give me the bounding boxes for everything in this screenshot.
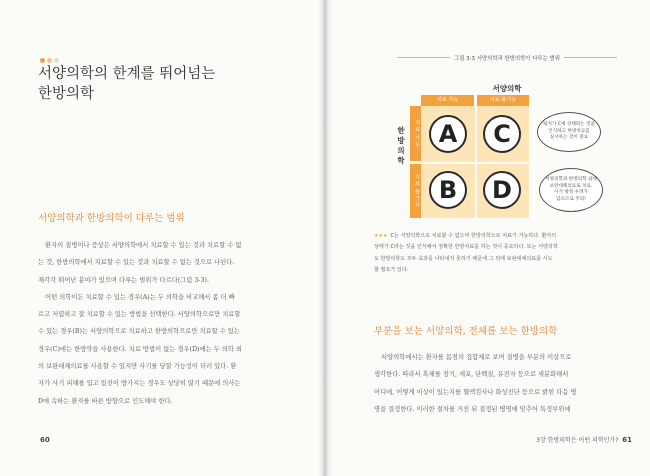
page-number-left: 60 [40,436,50,444]
cell-b: B [429,171,467,209]
figure-note: ★★★ C는 서양의학으로 치료할 수 없으며 한방의학으로 치료가 가능하다. 환자의 상태가 C라는 것을 인식해서 정확한 한방치료를 하는 것이 중요하다. 또는 서양의학 도 한방의학도 모두 효과를 나타내지 못하기 때문에 그 외에 보완대체의료를 시도 할 필요가 있다. [374,233,558,274]
cell-c: C [483,115,521,153]
light-orange-dot-icon [47,58,52,63]
footer [536,435,632,444]
figure-caption: 그림 3-3 서양의학과 한방의학이 다루는 범위 [397,54,617,62]
paragraph-line: 의 보완대체의료를 사용할 수 있지만 사기를 당할 가능성이 더러 있다. 환 [38,363,237,371]
oriental-medicine-label: 한 방 의 학 [397,126,405,165]
title-dots [40,48,61,54]
stars-icon: ★★★ [374,233,388,239]
paragraph-line: 는 것, 한방의학에서 치료할 수 있는 것과 치료할 수 없는 것으로 나뉜다. [38,259,235,267]
paragraph-line: 환자의 질병이나 증상은 서양의학에서 치료할 수 있는 것과 치료할 수 없 [45,242,242,249]
figure-diagram [387,70,637,220]
gray-dot-icon [54,58,59,63]
chapter-title: 서양의학의 한계를 뛰어넘는 한방의학 [38,66,216,102]
paragraph-line: 재각각 뛰어난 분야가 있으며 다루는 범위가 다르다(그림 3-3). [38,276,209,284]
running-footer: 3장 한방의학은 어떤 의학인가? [536,437,619,444]
paragraph-line: 르고 저렴하고 잘 치료할 수 있는 방법을 선택한다. 서양의학으로만 치료할 [38,311,241,319]
paragraph-line: 자가 사기 피해를 입고 있진이 방가지는 경우도 상당히 많기 때문에 의사는 [38,380,241,388]
paragraph-line: 경우(C)에는 한방약을 사용한다. 치료 방법이 없는 경우(D)에는 두 의학 외 [38,345,242,353]
paragraph-line: 생각한다. 따라서 혹체를 장기, 세포, 단백질, 유전자 등으로 세분화해서 [374,371,569,379]
paragraph-line: 수 있는 경우(B)는 서양의학으로 치료하고 한방의학으로만 치료할 수 있는 [38,328,240,336]
paragraph-line: 명을 결정한다. 이러한 절차를 거친 뒤 결정된 병명에 맞추어 특정부위에 [374,405,571,413]
body-paragraph [38,237,296,410]
body-paragraph [374,349,632,418]
section-title: 부분을 보는 서양의학, 전체를 보는 한방의학 [374,326,558,337]
paragraph-line: D에 속하는 환자를 바른 방향으로 인도해야 한다. [38,397,173,405]
callout-d: 서양의학과 한방의학 외에 보완대체의료로 치료. 사기 방정 우려가 있으므로 주의! [539,168,603,212]
paragraph-line: 어떤 의학이든 치료할 수 있는 경우(A)는 두 의학을 비교해서 좀 더 빠 [45,293,235,301]
row-header-treatable: 치료 가능 [410,106,421,161]
paragraph-line: 서양의학에서는 환자를 몸점의 집합체로 보며 질병을 부분의 이상으로 [381,354,572,361]
callout-c: 평지가 C에 상태라는 것을 인식하고 한방치료를 실시하는 것이 중요 [537,112,601,152]
cell-a: A [429,115,467,153]
row-header-untreatable: 치료 불가능 [410,164,421,218]
book-gutter [318,0,332,476]
left-page [0,0,323,476]
orange-dot-icon [40,58,45,63]
cell-d: D [483,171,521,209]
page-number-right: 61 [622,436,632,444]
column-header-treatable: 치료 가능 [421,95,474,106]
column-header-untreatable: 치료 불가능 [477,95,529,106]
section-title: 서양의학과 한방의학이 다루는 범위 [38,213,185,224]
paragraph-line: 어디에, 어떻게 이상이 있는지를 혈액검사나 화상진단 등으로 밝힌 다음 병 [374,388,577,396]
right-page [327,0,650,476]
western-medicine-label: 서양의학 [492,84,522,93]
grid-divider-horizontal [421,162,529,164]
